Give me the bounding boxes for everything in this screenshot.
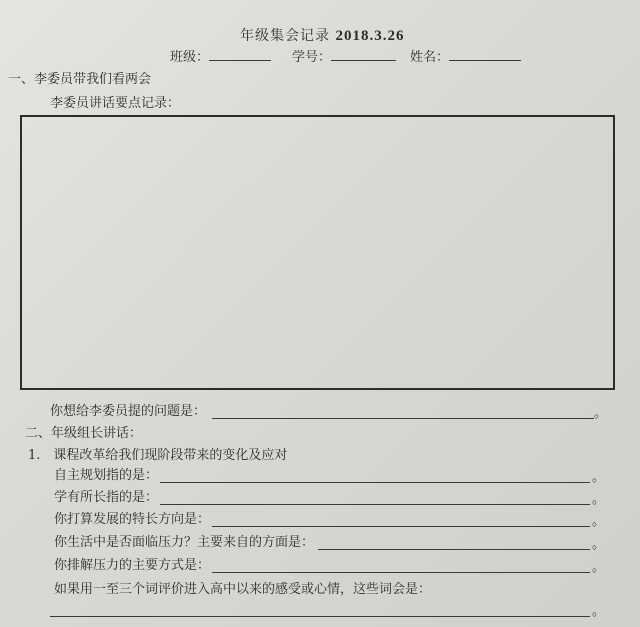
question-label: 你想给李委员提的问题是： bbox=[50, 404, 207, 419]
notes-box[interactable] bbox=[20, 115, 615, 390]
q4-end-mark: 。 bbox=[592, 537, 606, 552]
q3-end-mark: 。 bbox=[592, 514, 606, 529]
q6-label: 如果用一至三个词评价进入高中以来的感受或心情，这些词会是： bbox=[54, 582, 432, 597]
q6-end-mark: 。 bbox=[592, 604, 606, 619]
q4-blank[interactable] bbox=[318, 549, 590, 550]
q2-label: 学有所长指的是： bbox=[54, 490, 159, 505]
question-blank[interactable] bbox=[212, 418, 594, 419]
id-field bbox=[292, 48, 396, 66]
notes-label: 李委员讲话要点记录： bbox=[50, 96, 181, 111]
q3-label: 你打算发展的特长方向是： bbox=[54, 512, 211, 527]
name-blank[interactable] bbox=[449, 48, 521, 61]
page-title bbox=[240, 28, 404, 44]
question-end-mark: 。 bbox=[594, 406, 608, 421]
q2-end-mark: 。 bbox=[592, 492, 606, 507]
q1-label: 自主规划指的是： bbox=[54, 468, 159, 483]
q6-blank[interactable] bbox=[50, 616, 590, 617]
name-field bbox=[410, 48, 521, 66]
class-label: 班级： bbox=[170, 50, 210, 65]
title-text: 年级集会记录 bbox=[240, 28, 330, 44]
q5-label: 你排解压力的主要方式是： bbox=[54, 558, 211, 573]
q5-blank[interactable] bbox=[212, 572, 590, 573]
q2-blank[interactable] bbox=[160, 504, 590, 505]
name-label: 姓名： bbox=[410, 50, 450, 65]
q1-end-mark: 。 bbox=[592, 470, 606, 485]
class-blank[interactable] bbox=[209, 48, 271, 61]
section2-heading: 二、年级组长讲话： bbox=[25, 426, 143, 441]
q5-end-mark: 。 bbox=[592, 560, 606, 575]
title-date: 2018.3.26 bbox=[335, 28, 405, 44]
q3-blank[interactable] bbox=[212, 526, 590, 527]
section1-heading: 一、李委员带我们看两会 bbox=[8, 72, 152, 87]
q4-label: 你生活中是否面临压力？主要来自的方面是： bbox=[54, 535, 315, 550]
q1-blank[interactable] bbox=[160, 482, 590, 483]
class-field bbox=[170, 48, 271, 66]
item1-heading: 1. 课程改革给我们现阶段带来的变化及应对 bbox=[28, 448, 288, 463]
id-label: 学号： bbox=[292, 50, 332, 65]
id-blank[interactable] bbox=[331, 48, 396, 61]
